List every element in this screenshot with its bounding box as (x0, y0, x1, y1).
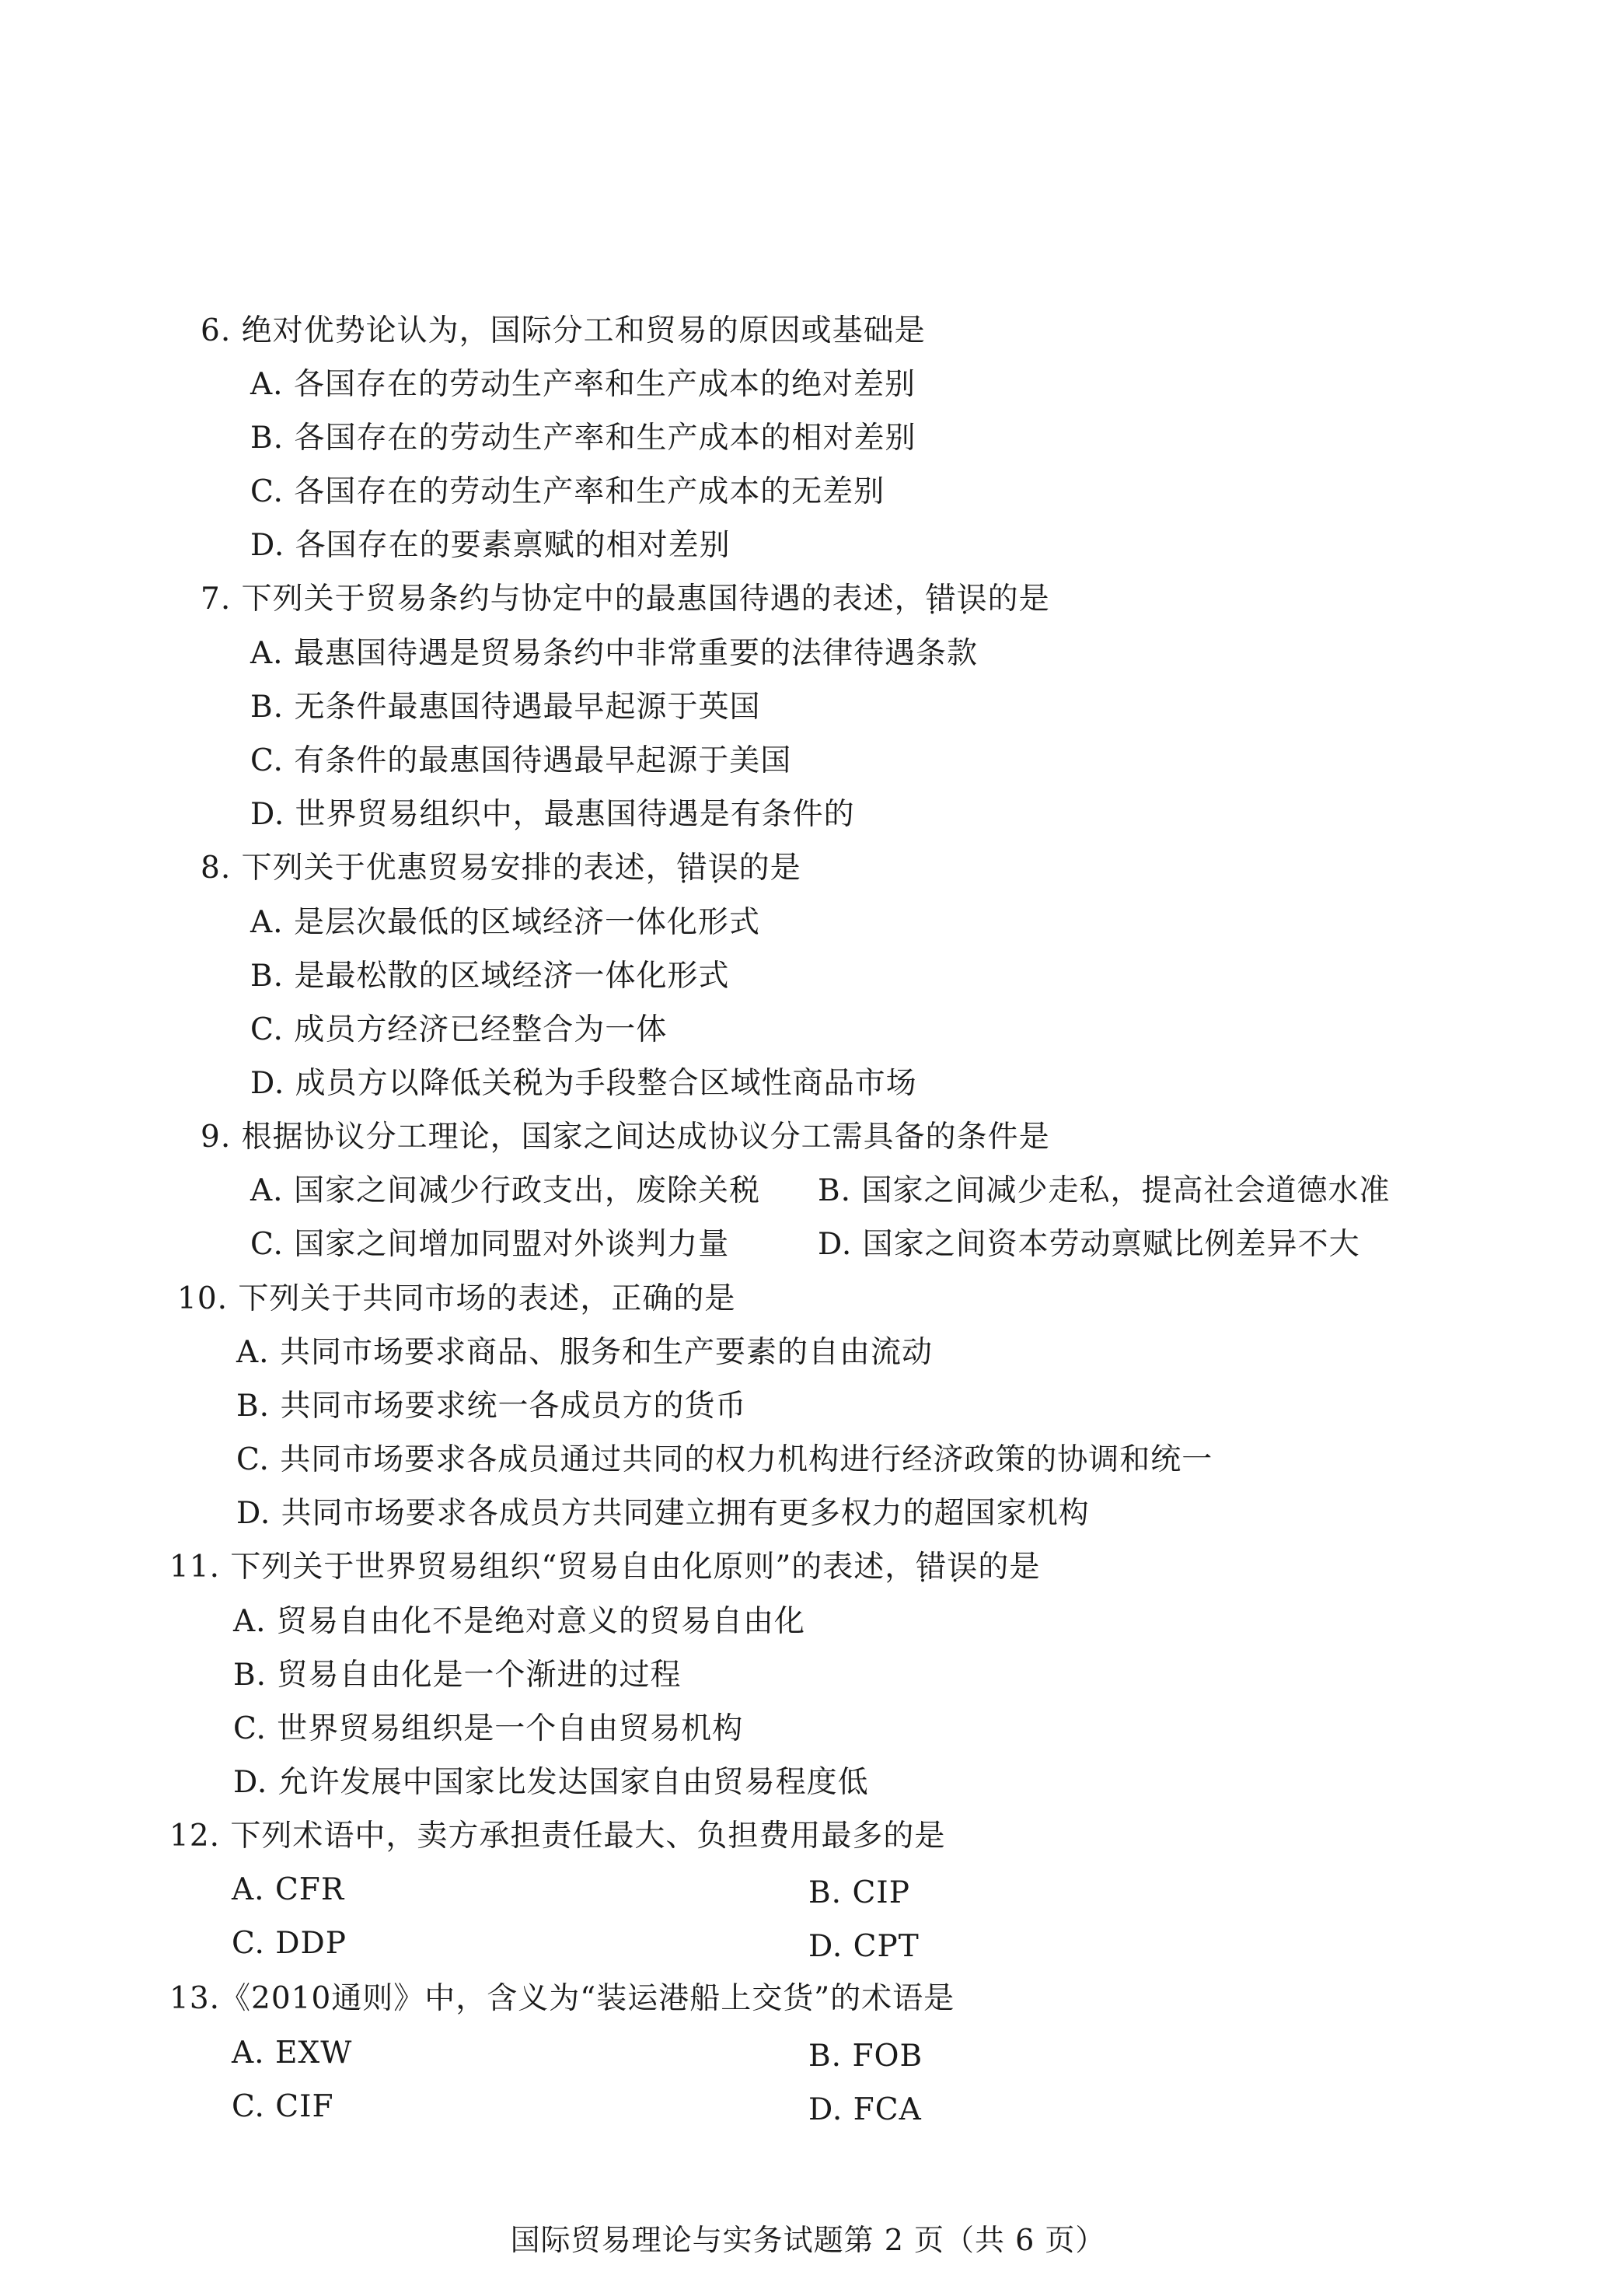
question-6-option-c: C. 各国存在的劳动生产率和生产成本的无差别 (250, 474, 885, 509)
question-12-option-b: B. CIP (808, 1875, 910, 1910)
page-footer: 国际贸易理论与实务试题第 2 页（共 6 页） (510, 2223, 1106, 2257)
question-11-emphasis: 错误 · · (916, 1550, 978, 1585)
question-6: 6. 绝对优势论认为，国际分工和贸易的原因或基础是 (201, 313, 926, 348)
question-6-option-d: D. 各国存在的要素禀赋的相对差别 (250, 528, 731, 563)
question-10-option-b: B. 共同市场要求统一各成员方的货币 (236, 1389, 747, 1424)
question-7 (201, 582, 1050, 617)
question-8-option-c: C. 成员方经济已经整合为一体 (250, 1012, 668, 1047)
question-8-option-b: B. 是最松散的区域经济一体化形式 (250, 959, 730, 994)
question-13-option-a: A. EXW (232, 2036, 353, 2071)
question-9-option-b: B. 国家之间减少走私，提高社会道德水准 (818, 1173, 1391, 1208)
question-11-tail: 的是 (978, 1550, 1041, 1585)
question-10-option-d: D. 共同市场要求各成员方共同建立拥有更多权力的超国家机构 (236, 1496, 1090, 1531)
question-7-option-a: A. 最惠国待遇是贸易条约中非常重要的法律待遇条款 (250, 636, 978, 671)
question-6-option-a: A. 各国存在的劳动生产率和生产成本的绝对差别 (250, 367, 916, 402)
question-11-option-c: C. 世界贸易组织是一个自由贸易机构 (233, 1711, 744, 1746)
question-11 (169, 1550, 1040, 1585)
question-8-emphasis: 错误 · · (677, 851, 739, 886)
question-9-option-c: C. 国家之间增加同盟对外谈判力量 (250, 1227, 730, 1262)
question-8-stem: 8. 下列关于优惠贸易安排的表述， (201, 851, 677, 886)
question-9-option-a: A. 国家之间减少行政支出，废除关税 (250, 1173, 760, 1208)
question-10-option-c: C. 共同市场要求各成员通过共同的权力机构进行经济政策的协调和统一 (236, 1442, 1213, 1477)
question-13-option-b: B. FOB (808, 2039, 923, 2074)
question-12-option-d: D. CPT (808, 1929, 920, 1964)
question-13-option-d: D. FCA (808, 2092, 922, 2127)
question-12-option-c: C. DDP (232, 1926, 347, 1961)
question-12: 12. 下列术语中，卖方承担责任最大、负担费用最多的是 (169, 1819, 946, 1854)
question-9: 9. 根据协议分工理论，国家之间达成协议分工需具备的条件是 (201, 1120, 1050, 1155)
question-7-stem: 7. 下列关于贸易条约与协定中的最惠国待遇的表述， (201, 582, 926, 617)
question-7-option-d: D. 世界贸易组织中，最惠国待遇是有条件的 (250, 797, 855, 832)
question-8-option-d: D. 成员方以降低关税为手段整合区域性商品市场 (250, 1066, 917, 1101)
question-10: 10. 下列关于共同市场的表述，正确的是 (177, 1281, 736, 1316)
question-7-option-b: B. 无条件最惠国待遇最早起源于英国 (250, 690, 761, 725)
question-11-option-a: A. 贸易自由化不是绝对意义的贸易自由化 (233, 1604, 805, 1639)
question-7-tail: 的是 (987, 582, 1050, 617)
question-13: 13.《2010通则》中，含义为“装运港船上交货”的术语是 (169, 1981, 955, 2016)
question-9-option-d: D. 国家之间资本劳动禀赋比例差异不大 (818, 1227, 1360, 1262)
question-8 (201, 851, 801, 886)
question-8-option-a: A. 是层次最低的区域经济一体化形式 (250, 905, 760, 940)
question-8-tail: 的是 (738, 851, 801, 886)
question-11-stem: 11. 下列关于世界贸易组织“贸易自由化原则”的表述， (169, 1550, 916, 1585)
question-11-option-d: D. 允许发展中国家比发达国家自由贸易程度低 (233, 1765, 869, 1800)
question-7-emphasis: 错误 · · (926, 582, 988, 617)
question-10-option-a: A. 共同市场要求商品、服务和生产要素的自由流动 (236, 1335, 933, 1370)
question-13-option-c: C. CIF (232, 2089, 334, 2124)
question-11-option-b: B. 贸易自由化是一个渐进的过程 (233, 1658, 682, 1693)
question-7-option-c: C. 有条件的最惠国待遇最早起源于美国 (250, 743, 792, 778)
question-6-option-b: B. 各国存在的劳动生产率和生产成本的相对差别 (250, 421, 916, 456)
question-12-option-a: A. CFR (232, 1872, 345, 1907)
